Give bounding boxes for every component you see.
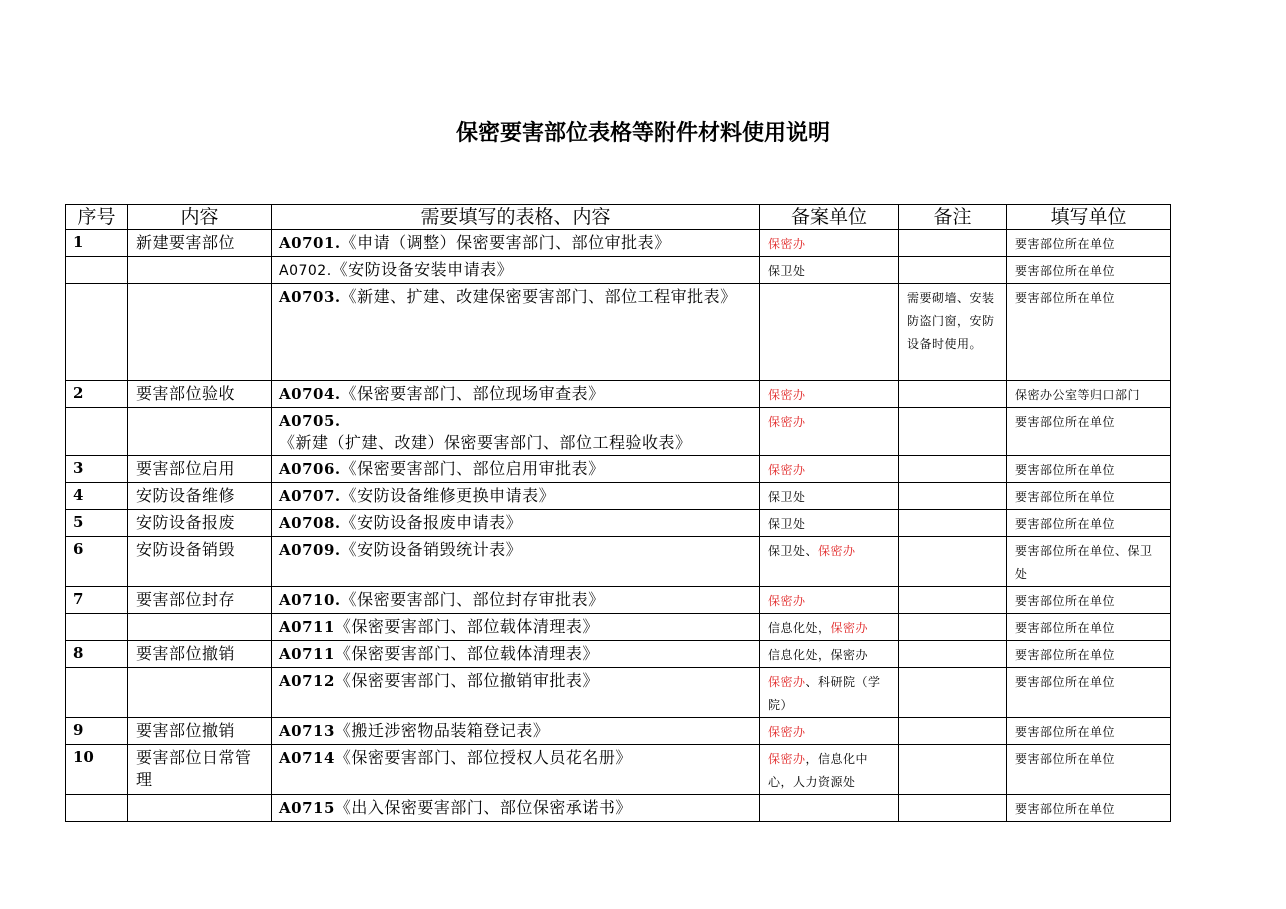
form-code: A0702. [279,263,332,279]
cell-filing-unit [760,641,899,668]
header-content: 内容 [128,205,272,230]
cell-note [899,456,1007,483]
cell-content [128,668,272,718]
form-code: A0710. [279,591,341,609]
cell-no: 5 [66,510,128,537]
cell-form [272,483,760,510]
cell-form [272,510,760,537]
form-code: A0708. [279,514,341,532]
attachment-usage-table [65,204,1171,822]
table-row [66,408,1171,456]
form-code: A0703. [279,288,341,306]
filing-unit-text: ，信息化中心，人力资源处 [768,752,869,789]
form-title: 《保密要害部门、部位撤销审批表》 [334,671,599,690]
cell-no: 3 [66,456,128,483]
table-row [66,795,1171,822]
form-code: A0714 [279,749,335,767]
cell-filing-unit [760,408,899,456]
form-title: 《安防设备销毁统计表》 [340,540,523,559]
cell-note [899,381,1007,408]
filing-unit-text: 保卫处 [768,517,806,531]
form-title: 《安防设备维修更换申请表》 [340,486,556,505]
header-filing-unit: 备案单位 [760,205,899,230]
cell-filler-unit: 要害部位所在单位 [1007,641,1171,668]
table-body [66,230,1171,822]
cell-content: 新建要害部位 [128,230,272,257]
cell-content [128,795,272,822]
cell-note [899,510,1007,537]
cell-filler-unit: 要害部位所在单位 [1007,230,1171,257]
cell-content: 安防设备报废 [128,510,272,537]
cell-content [128,284,272,381]
header-note: 备注 [899,205,1007,230]
table-row [66,718,1171,745]
cell-content [128,408,272,456]
cell-filler-unit: 要害部位所在单位 [1007,257,1171,284]
cell-note [899,230,1007,257]
filing-unit-text: 保密办 [768,237,806,251]
cell-filing-unit [760,456,899,483]
cell-filing-unit [760,230,899,257]
table-row [66,745,1171,795]
filing-unit-text: 保密办 [768,463,806,477]
cell-note [899,614,1007,641]
cell-filing-unit [760,795,899,822]
cell-form [272,456,760,483]
filing-unit-text: 保密办 [768,752,806,766]
cell-note [899,483,1007,510]
cell-filing-unit [760,587,899,614]
form-title: 《新建（扩建、改建）保密要害部门、部位工程验收表》 [279,433,692,452]
cell-content: 要害部位撤销 [128,641,272,668]
cell-no [66,668,128,718]
form-title: 《安防设备安装申请表》 [331,260,514,279]
table-row [66,284,1171,381]
cell-filler-unit: 要害部位所在单位 [1007,483,1171,510]
table-row [66,510,1171,537]
form-title: 《保密要害部门、部位启用审批表》 [340,459,605,478]
form-code: A0715 [279,799,335,817]
filing-unit-text: 信息化处， [768,621,831,635]
cell-filler-unit: 要害部位所在单位 [1007,510,1171,537]
form-title: 《保密要害部门、部位载体清理表》 [334,617,599,636]
cell-no: 10 [66,745,128,795]
cell-filing-unit [760,381,899,408]
filing-unit-text: 、科研院（学院） [768,675,881,712]
cell-note [899,745,1007,795]
filing-unit-text: 保密办 [768,725,806,739]
cell-filing-unit [760,537,899,587]
cell-content: 要害部位验收 [128,381,272,408]
cell-filing-unit [760,718,899,745]
form-code: A0707. [279,487,341,505]
table-row [66,537,1171,587]
filing-unit-text: 保卫处、 [768,544,819,558]
filing-unit-text: 保密办 [830,621,869,635]
cell-filing-unit [760,745,899,795]
cell-form [272,381,760,408]
form-title: 《出入保密要害部门、部位保密承诺书》 [334,798,632,817]
form-code: A0705. [279,412,341,430]
cell-filler-unit: 要害部位所在单位 [1007,718,1171,745]
form-title: 《搬迁涉密物品装箱登记表》 [334,721,550,740]
filing-unit-text: 信息化处，保密办 [768,648,869,662]
cell-filler-unit: 保密办公室等归口部门 [1007,381,1171,408]
table-row [66,641,1171,668]
cell-form [272,230,760,257]
filing-unit-text: 保卫处 [768,264,806,278]
form-code: A0706. [279,460,341,478]
cell-no: 7 [66,587,128,614]
cell-filler-unit: 要害部位所在单位 [1007,745,1171,795]
cell-filler-unit: 要害部位所在单位 [1007,456,1171,483]
cell-form [272,718,760,745]
header-no: 序号 [66,205,128,230]
form-code: A0711 [279,618,335,636]
table-header-row [66,205,1171,230]
table-row [66,668,1171,718]
table-row [66,257,1171,284]
cell-no [66,284,128,381]
filing-unit-text: 保卫处 [768,490,806,504]
cell-form [272,587,760,614]
form-title: 《保密要害部门、部位授权人员花名册》 [334,748,632,767]
form-code: A0704. [279,385,341,403]
table-row [66,483,1171,510]
cell-form [272,668,760,718]
cell-filler-unit: 要害部位所在单位 [1007,795,1171,822]
cell-no [66,408,128,456]
filing-unit-text: 保密办 [768,594,806,608]
cell-form [272,795,760,822]
cell-content: 要害部位撤销 [128,718,272,745]
cell-content: 安防设备维修 [128,483,272,510]
cell-no: 8 [66,641,128,668]
cell-content: 要害部位日常管理 [128,745,272,795]
cell-form [272,641,760,668]
cell-filing-unit [760,510,899,537]
cell-filler-unit: 要害部位所在单位 [1007,587,1171,614]
cell-form [272,537,760,587]
cell-no: 1 [66,230,128,257]
cell-filler-unit: 要害部位所在单位 [1007,614,1171,641]
cell-filler-unit: 要害部位所在单位、保卫处 [1007,537,1171,587]
cell-form [272,745,760,795]
cell-note [899,537,1007,587]
cell-note [899,587,1007,614]
filing-unit-text: 保密办 [768,388,806,402]
form-code: A0711 [279,645,335,663]
cell-form [272,257,760,284]
cell-no: 2 [66,381,128,408]
cell-content [128,257,272,284]
table-row [66,456,1171,483]
cell-filing-unit [760,257,899,284]
table-row [66,230,1171,257]
cell-note [899,641,1007,668]
cell-filler-unit: 要害部位所在单位 [1007,284,1171,381]
cell-note [899,718,1007,745]
cell-no [66,257,128,284]
form-code: A0713 [279,722,335,740]
cell-content: 要害部位封存 [128,587,272,614]
cell-content: 安防设备销毁 [128,537,272,587]
header-filler-unit: 填写单位 [1007,205,1171,230]
cell-content: 要害部位启用 [128,456,272,483]
cell-no: 4 [66,483,128,510]
cell-filler-unit: 要害部位所在单位 [1007,668,1171,718]
form-title: 《新建、扩建、改建保密要害部门、部位工程审批表》 [340,287,737,306]
cell-form [272,408,760,456]
cell-note: 需要砌墙、安装防盗门窗，安防设备时使用。 [899,284,1007,381]
table-row [66,381,1171,408]
filing-unit-text: 保密办 [768,675,806,689]
form-code: A0701. [279,234,341,252]
table-row [66,614,1171,641]
cell-note [899,257,1007,284]
cell-content [128,614,272,641]
cell-note [899,668,1007,718]
cell-filing-unit [760,614,899,641]
cell-filing-unit [760,284,899,381]
form-code: A0712 [279,672,335,690]
cell-form [272,614,760,641]
table-row [66,587,1171,614]
cell-no: 6 [66,537,128,587]
cell-no [66,614,128,641]
filing-unit-text: 保密办 [818,544,856,558]
cell-no [66,795,128,822]
form-title: 《保密要害部门、部位载体清理表》 [334,644,599,663]
cell-filing-unit [760,668,899,718]
header-form: 需要填写的表格、内容 [272,205,760,230]
cell-note [899,795,1007,822]
cell-filing-unit [760,483,899,510]
filing-unit-text: 保密办 [768,415,806,429]
cell-form [272,284,760,381]
form-title: 《申请（调整）保密要害部门、部位审批表》 [340,233,671,252]
cell-note [899,408,1007,456]
cell-no: 9 [66,718,128,745]
cell-filler-unit: 要害部位所在单位 [1007,408,1171,456]
form-title: 《保密要害部门、部位封存审批表》 [340,590,605,609]
form-title: 《保密要害部门、部位现场审查表》 [340,384,605,403]
form-code: A0709. [279,541,341,559]
form-title: 《安防设备报废申请表》 [340,513,523,532]
page-title: 保密要害部位表格等附件材料使用说明 [455,120,830,146]
